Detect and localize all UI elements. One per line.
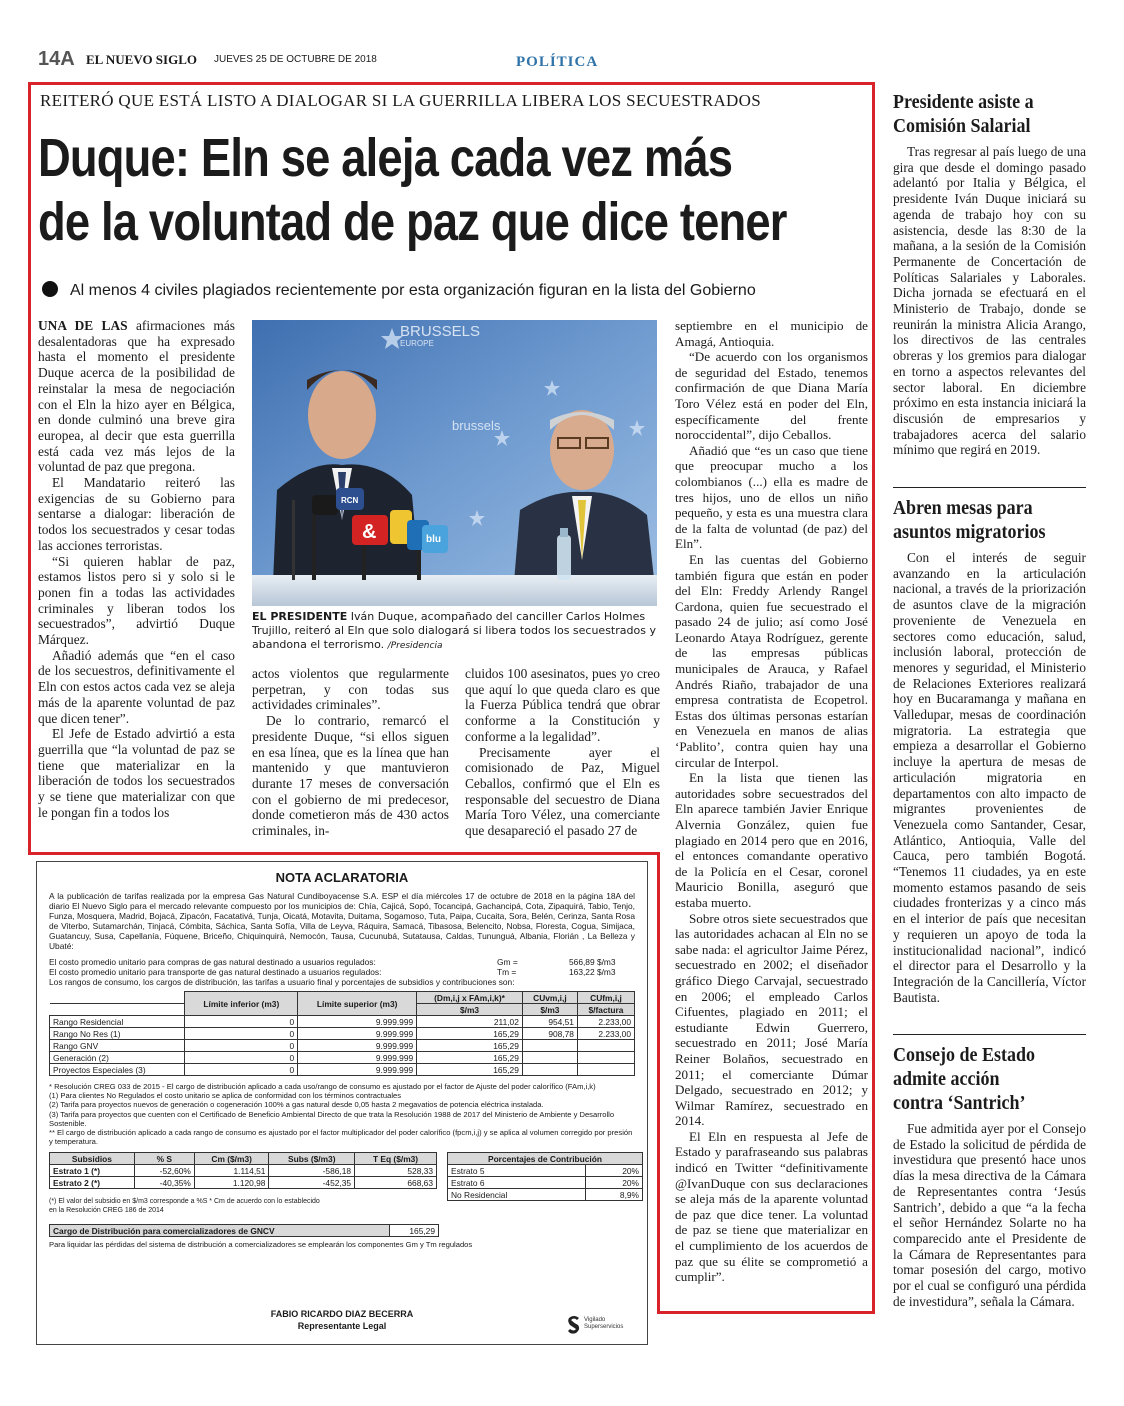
superservicios-logo bbox=[567, 1314, 647, 1336]
column-header: Porcentajes de Contribución bbox=[448, 1153, 643, 1165]
cost-lines bbox=[49, 957, 635, 977]
paragraph: El Jefe de Estado advirtió a esta guerrilla que “la voluntad de paz se tiene que materializar en la liberación de todos los secuestrados y se tiene que materializar con que le pongan fin a todos los bbox=[38, 726, 235, 820]
paragraph: Precisamente ayer el comisionado de Paz, Miguel Ceballos, confirmó que el Eln es responsable del secuestro de Diana María Toro Vélez, una comerciante que desapareció el pasado 27 de bbox=[465, 744, 660, 839]
column-header: Subsidios bbox=[50, 1153, 135, 1165]
headline-line-2: de la voluntad de paz que dice tener bbox=[38, 192, 787, 252]
table-row: Estrato 2 (*) -40,35% 1.120,98 -452,35 668,63 bbox=[50, 1177, 437, 1189]
sidebar-story-2 bbox=[893, 496, 1086, 1005]
mic-label-blu: blu bbox=[426, 534, 441, 545]
backdrop-text-1: BRUSSELS bbox=[400, 323, 481, 340]
column-header: % S bbox=[134, 1153, 194, 1165]
photo-caption bbox=[252, 610, 657, 653]
footnote: (2) Tarifa para proyectos nuevos de generación o cogeneración 100% a gas natural desde 0,05 hasta 2 megavatios de potencia eléctrica instalada. bbox=[49, 1100, 544, 1110]
article-photo bbox=[252, 320, 657, 606]
table-row: Estrato 1 (*) -52,60% 1.114,51 -586,18 528,33 bbox=[50, 1165, 437, 1177]
table-row: No Residencial 8,9% bbox=[448, 1189, 643, 1201]
unit-header: $/m3 bbox=[522, 1004, 577, 1016]
article-column-4 bbox=[675, 318, 868, 1285]
ranges-line: Los rangos de consumo, los cargos de distribución, las tarifas a usuario final y porcentajes de subsidios y contribuciones son: bbox=[49, 977, 515, 987]
column-header: (Dm,i,j x FAm,i,k)* bbox=[417, 992, 523, 1004]
logo-text: Superservicios bbox=[584, 1324, 624, 1330]
paragraph: cluidos 100 asesinatos, pues yo creo que aquí lo que queda claro es que la Fuerza Pública tendrá que obrar conforme a la Constitución y conforme a la legalidad”. bbox=[465, 666, 660, 744]
cost-line-gm: El costo promedio unitario para compras de gas natural destinado a usuarios regulados: bbox=[49, 957, 376, 967]
sidebar-divider bbox=[893, 1034, 1086, 1035]
mic-label-and: & bbox=[362, 521, 377, 543]
signature-block bbox=[37, 1308, 647, 1332]
paragraph: “De acuerdo con los organismos de seguridad del Estado, tenemos confirmación de que Diana María Toro Vélez está en poder del Eln, específicamente del frente noroccidental”, dijo Ceballos. bbox=[675, 349, 868, 443]
sidebar-title: Consejo de Estado admite acción contra ‘Santrich’ bbox=[893, 1044, 1036, 1114]
mic-label-rcn: RCN bbox=[341, 496, 359, 505]
tariff-table bbox=[49, 991, 635, 1076]
losses-line: Para liquidar las pérdidas del sistema de distribución a comercializadores se emplearán los componentes Gm y Tm regulados bbox=[49, 1240, 473, 1250]
subsidy-note: (*) El valor del subsidio en $/m3 corresponde a %S * Cm de acuerdo con lo establecido en la Resolución CREG 186 de 2014 bbox=[49, 1198, 320, 1215]
table-row: Rango No Res (1) 0 9.999.999 165,29 908,78 2.233,00 bbox=[50, 1028, 635, 1040]
footnote: ** El cargo de distribución aplicado a cada rango de consumo es ajustado por el factor multiplicador del poder calorífico (fpcm,i,j) y se aplica al volumen corregido por presión y temperatura. bbox=[49, 1128, 633, 1147]
article-kicker: REITERÓ QUE ESTÁ LISTO A DIALOGAR SI LA GUERRILLA LIBERA LOS SECUESTRADOS bbox=[40, 91, 761, 110]
sidebar-divider bbox=[893, 487, 1086, 488]
paragraph: septiembre en el municipio de Amagá, Antioquia. bbox=[675, 318, 868, 349]
article-column-2 bbox=[252, 666, 449, 839]
press-conference-photo bbox=[252, 320, 657, 606]
column-header: Límite inferior (m3) bbox=[185, 992, 298, 1016]
paragraph: En la lista que tienen las autoridades sobre secuestrados del Eln aparece también Javier Enrique Alvernia González, quien fue plagiado en 2014 pero que en 2016, el entonces comandante operativo de la Policía en el Cesar, coronel Mauricio Bonilla, aseguró que estaba muerto. bbox=[675, 770, 868, 910]
contribution-table bbox=[447, 1152, 643, 1201]
superservicios-icon bbox=[567, 1314, 581, 1334]
unit-header: $/factura bbox=[577, 1004, 634, 1016]
table-row: Rango GNV 0 9.999.999 165,29 bbox=[50, 1040, 635, 1052]
table-header-row bbox=[50, 992, 635, 1004]
footnote: (1) Para clientes No Regulados el costo unitario se aplica de conformidad con los términos contractuales bbox=[49, 1091, 402, 1101]
table-row: Generación (2) 0 9.999.999 165,29 bbox=[50, 1052, 635, 1064]
photo-credit: /Presidencia bbox=[387, 641, 443, 651]
column-header: Subs ($/m3) bbox=[269, 1153, 355, 1165]
footnote: * Resolución CREG 033 de 2015 - El cargo de distribución aplicado a cada uso/rango de consumo es ajustado por el factor de Ajuste del poder calorífico (FAm,i,k) bbox=[49, 1082, 596, 1091]
sidebar-body: Tras regresar al país luego de una gira que desde el domingo pasado adelantó por Italia y Bélgica, el presidente Iván Duque iniciará su agenda de trabajo hoy con su asistencia, desde las 8:30 de la mañana, a la sesión de la Comisión Permanente de Concertación de Políticas Salariales y Laborales. Dicha jornada se efectuará en el Ministerio de Trabajo, donde se reunirán la ministra Alicia Arango, los directivos de las centrales obreras y los gremios para dialogar en torno a aspectos relevantes del sector laboral. En diciembre próximo en esta instancia iniciará la discusión de empresarios y trabajadores acerca del salario mínimo que regirá en 2019. bbox=[893, 144, 1086, 458]
column-header: CUvm,i,j bbox=[522, 992, 577, 1004]
backdrop-text-2: EUROPE bbox=[400, 339, 434, 348]
paragraph: El Eln en respuesta al Jefe de Estado y parafraseando sus palabras indicó en Twitter “definitivamente @IvanDuque con sus declaraciones se aleja más de la aparente voluntad de paz que dice tener. La voluntad de paz se tiene que materializar en el cumplimiento de los acuerdos de paz que su élite se comprometió a cumplir”. bbox=[675, 1128, 868, 1285]
page-number: 14A bbox=[38, 48, 75, 70]
article-column-3 bbox=[465, 666, 660, 839]
article-headline bbox=[38, 126, 878, 254]
paragraph: El Mandatario reiteró las exigencias de su Gobierno para sentarse a dialogar: liberación de todos los secuestrados y cesar todas las acciones terroristas. bbox=[38, 475, 235, 553]
signature-role: Representante Legal bbox=[297, 1321, 387, 1331]
paragraph: actos violentos que regularmente perpetran, y con todas sus actividades criminales”. bbox=[252, 666, 449, 713]
paper-name: EL NUEVO SIGLO bbox=[86, 52, 197, 67]
sidebar-body: Con el interés de seguir avanzando en la articulación nacional, a través de la priorización de asuntos clave de la migración proveniente de Venezuela en sectores como educación, salud, inclusión laboral, protección de menores y seguridad, el Ministerio de Relaciones Exteriores realizará hoy en Bucaramanga y mañana en Valledupar, mesas de coordinación migratoria. La estrategia que empieza a desarrollar el Gobierno incluye la apertura de mesas de articulación migratoria en departamentos con alto impacto de migrantes provenientes de Venezuela como Santander, Cesar, Atlántico, Antioquia, Valle del Cauca, pero también Bogotá. “Tenemos 11 ciudades, ya en este momento estamos pasando de seis ciudades fronterizas y a cinco más en el interior de país que necesitan y requieren un apoyo de toda la institucionalidad nacional”, indicó el director para el Desarrollo y la Integración de la Cancillería, Víctor Bautista. bbox=[893, 550, 1086, 1005]
notice-title: NOTA ACLARATORIA bbox=[275, 870, 409, 885]
page-header bbox=[38, 48, 1090, 74]
article-subhead bbox=[42, 281, 872, 300]
section-name: POLÍTICA bbox=[516, 54, 599, 70]
table-row bbox=[50, 1225, 439, 1237]
caption-label: EL PRESIDENTE bbox=[252, 610, 348, 623]
column-header: Límite superior (m3) bbox=[298, 992, 417, 1016]
notice-footnotes bbox=[49, 1082, 635, 1146]
table-header-row bbox=[448, 1153, 643, 1165]
paragraph: De lo contrario, remarcó el presidente Duque, “si ellos siguen en esa línea, que es la línea que han mantenido y que mantuvieron durante 17 meses de conversación con el gobierno de mi predecesor, donde cometieron más de 430 actos criminales, in- bbox=[252, 713, 449, 839]
paragraph: Añadió además que “en el caso de los secuestros, definitivamente el Eln con estos actos cada vez se aleja más de la aparente voluntad de paz que dicen tener”. bbox=[38, 647, 235, 726]
sidebar-body: Fue admitida ayer por el Consejo de Estado la solicitud de pérdida de investidura que presentó hace unos días la mesa directiva de la Cámara de Representantes contra ‘Jesús Santrich’, debido a que “a la fecha el señor Hernández Solarte no ha comparecido ante el Presidente de la Cámara de Representantes para tomar posesión del cargo, motivo por el cual se configuró una pérdida de investidura”, señala la Cámara. bbox=[893, 1121, 1086, 1309]
signature-name: FABIO RICARDO DIAZ BECERRA bbox=[270, 1309, 414, 1319]
unit-header: $/m3 bbox=[417, 1004, 523, 1016]
issue-date: JUEVES 25 DE OCTUBRE DE 2018 bbox=[214, 54, 377, 65]
paragraph: UNA DE LAS afirmaciones más desalentadoras que ha expresado hasta el momento el presidente Duque acerca de la posibilidad de reinstalar la mesa de negociación con el Eln la hizo ayer en Bélgica, en donde culminó una breve gira europea, al decir que esta guerrilla está cada vez más lejos de la voluntad de paz que pregona. bbox=[38, 318, 236, 475]
cost-value: 566,89 $/m3 bbox=[569, 957, 616, 967]
logo-text: Vigilado bbox=[584, 1317, 606, 1323]
bullet-icon bbox=[42, 281, 58, 297]
headline-line-1: Duque: Eln se aleja cada vez más bbox=[38, 128, 733, 188]
table-header-row bbox=[50, 1153, 437, 1165]
lead-in: UNA DE LAS bbox=[38, 318, 128, 333]
cost-symbol: Gm = bbox=[497, 957, 518, 967]
cost-line-tm: El costo promedio unitario para transporte de gas natural destinado a usuarios regulados: bbox=[49, 967, 382, 977]
table-row: Proyectos Especiales (3) 0 9.999.999 165,29 bbox=[50, 1064, 635, 1076]
table-row: Estrato 6 20% bbox=[448, 1177, 643, 1189]
table-row: Rango Residencial 0 9.999.999 211,02 954,51 2.233,00 bbox=[50, 1016, 635, 1028]
gncv-table bbox=[49, 1224, 439, 1237]
article-column-1 bbox=[38, 318, 235, 821]
cost-value: 163,22 $/m3 bbox=[569, 967, 616, 977]
backdrop-text-3: brussels bbox=[452, 418, 501, 433]
gncv-value: 165,29 bbox=[390, 1225, 439, 1237]
sidebar-story-3 bbox=[893, 1043, 1086, 1309]
subhead-text: Al menos 4 civiles plagiados recientemente por esta organización figuran en la lista del Gobierno bbox=[70, 282, 756, 299]
gncv-label: Cargo de Distribución para comercializadores de GNCV bbox=[50, 1225, 390, 1237]
sidebar-title: Presidente asiste a Comisión Salarial bbox=[893, 91, 1034, 137]
paragraph: “Si quieren hablar de paz, estamos listos pero si y solo si le ponen fin a todas las actividades criminales y liberan todos los secuestrados”, advirtió Duque Márquez. bbox=[38, 553, 235, 648]
paragraph: Añadió que “es un caso que tiene que preocupar mucho a los colombianos (...) ella es madre de tres hijos, uno de ellos un niño pequeño, y esta es una muestra clara de la falta de voluntad (de paz) del Eln”. bbox=[675, 442, 868, 552]
subsidy-table bbox=[49, 1152, 437, 1189]
footnote: (3) Tarifa para proyectos que cuenten con el Certificado de Beneficio Ambiental Directo de que trata la Resolución 1988 de 2017 del Ministerio de Ambiente y Desarrollo Sostenible. bbox=[49, 1109, 615, 1128]
column-header: CUfm,i,j bbox=[577, 992, 634, 1004]
column-header: T Eq ($/m3) bbox=[355, 1153, 437, 1165]
sidebar-title: Abren mesas para asuntos migratorios bbox=[893, 497, 1046, 543]
table-row: Estrato 5 20% bbox=[448, 1165, 643, 1177]
notice-box bbox=[36, 861, 648, 1345]
paragraph: Sobre otros siete secuestrados que las autoridades achacan al Eln no se sabe nada: el agricultor Jaime Pérez, secuestrado en 2002; el diseñador gráfico Diego Carvajal, secuestrado en 2006; el empleado Carlos Cifuentes, plagiado en 2011; el estudiante Edwin Guerrero, secuestrado en 2011; José María Reiner Bolaños, secuestrado en 2011; el comerciante Dúmar Delgado, secuestrado en 2012; y Wilmar Ramírez, secuestrado en 2014. bbox=[675, 910, 868, 1129]
caption-text: Iván Duque, acompañado del canciller Carlos Holmes Trujillo, reiteró al Eln que solo dialogará si libera todos los secuestrados y abandona el terrorismo. bbox=[252, 610, 656, 651]
sidebar-story-1 bbox=[893, 90, 1086, 458]
notice-intro: A la publicación de tarifas realizada por la empresa Gas Natural Cundiboyacense S.A. ESP el día miércoles 17 de octubre de 2018 en la página 18A del diario El Nuevo Siglo para el mercado relevante compuesto por los municipios de: Chía, Cajicá, Sopó, Tocancipá, Gachancipá, Cota, Zipaquirá, Tabio, Tenjo, Funza, Mosquera, Madrid, Bojacá, Zipacón, Facatativá, Tunja, Oicatá, Motavita, Duitama, Sogamoso, Tuta, Paipa, Cucaita, Sora, Belén, Cerinza, Santa Rosa de Viterbo, Sutamarchán, Tinjacá, Cómbita, Sáchica, Santa Sofía, Villa de Leyva, Ráquira, Samacá, Tibasosa, Belencito, Nobsa, Floresta, Cogua, Simijaca, Guatancuy, Susa, Capellanía, Fúquene, Briceño, Chiquinquirá, Nemocón, Tausa, Cucunubá, Sutatausa, Caldas, Tununguá, Albania, Florián , La Belleza y Ubaté: bbox=[49, 891, 635, 951]
column-header: Cm ($/m3) bbox=[194, 1153, 269, 1165]
paragraph: En las cuentas del Gobierno también figura que están en poder del Eln: Freddy Arlendy Rangel Cardona, quien fue secuestrado el pasado 24 de julio; así como José Leonardo Ataya Rodríguez, gerente de las empresas públicas municipales de Arauca, y Rafael Andrés Riaño, trabajador de una empresa contratista de Ecopetrol. Estas dos últimas personas estarían en Venezuela en manos de alias ‘Pablito’, contra quien hay una circular de Interpol. bbox=[675, 551, 868, 770]
cost-symbol: Tm = bbox=[497, 967, 517, 977]
